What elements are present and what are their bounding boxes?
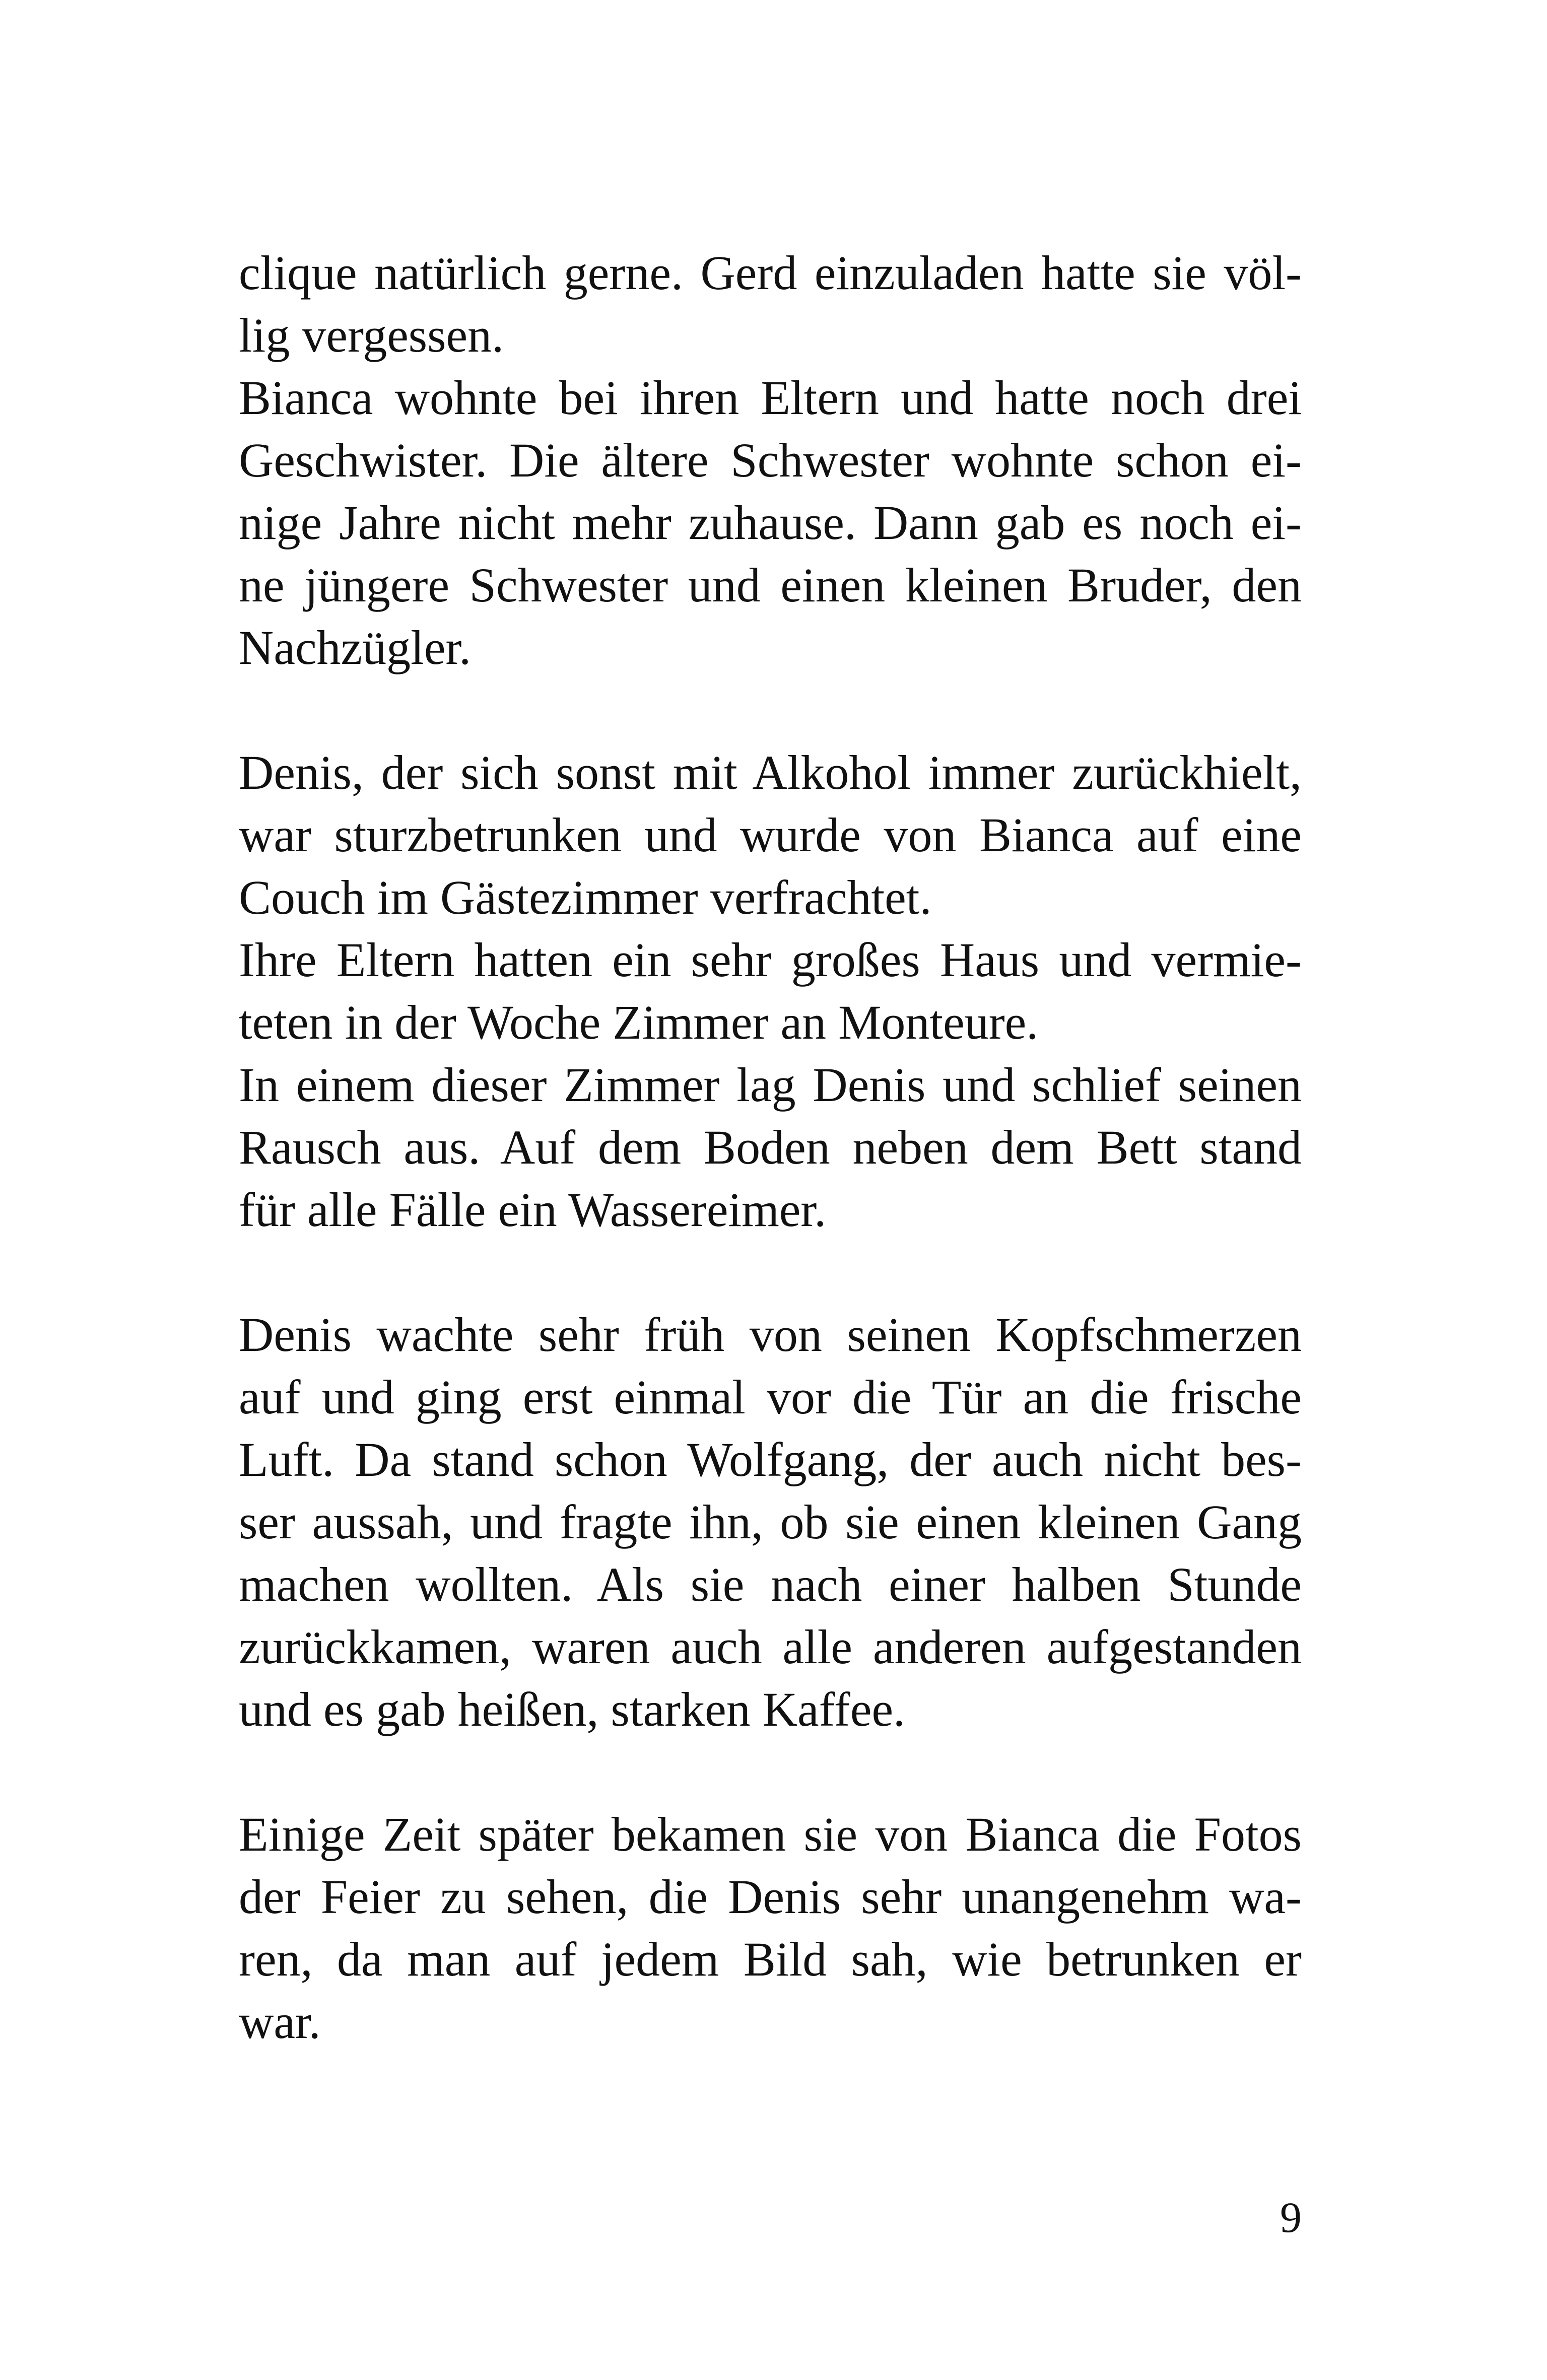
text-line: teten in der Woche Zimmer an Monteure. (239, 995, 1039, 1049)
text-line: ren, da man auf jedem Bild sah, wie betrunken er (239, 1932, 1302, 1986)
text-line: nige Jahre nicht mehr zuhause. Dann gab es noch ei- (239, 496, 1302, 550)
text-line: Nachzügler. (239, 621, 472, 674)
text-line: Rausch aus. Auf dem Boden neben dem Bett stand (239, 1120, 1302, 1174)
text-line: ne jüngere Schwester und einen kleinen Bruder, den (239, 558, 1302, 612)
paragraph-gap (239, 1741, 1302, 1803)
text-line: für alle Fälle ein Wassereimer. (239, 1183, 827, 1237)
text-line: auf und ging erst einmal vor die Tür an die frische (239, 1370, 1302, 1424)
paragraph-gap (239, 1241, 1302, 1304)
text-line: ser aussah, und fragte ihn, ob sie einen kleinen Gang (239, 1495, 1302, 1549)
text-line: clique natürlich gerne. Gerd einzuladen hatte sie völ- (239, 246, 1302, 300)
text-line: Einige Zeit später bekamen sie von Bianca die Fotos (239, 1807, 1302, 1861)
text-line: zurückkamen, waren auch alle anderen aufgestanden (239, 1620, 1302, 1674)
text-line: war. (239, 1995, 321, 2049)
text-line: Luft. Da stand schon Wolfgang, der auch nicht bes- (239, 1433, 1302, 1486)
body-text (239, 242, 1302, 2053)
paragraph-3 (239, 741, 1302, 929)
text-line: der Feier zu sehen, die Denis sehr unangenehm wa- (239, 1870, 1302, 1924)
text-line: Denis wachte sehr früh von seinen Kopfschmerzen (239, 1308, 1302, 1362)
paragraph-gap (239, 679, 1302, 741)
text-line: machen wollten. Als sie nach einer halben Stunde (239, 1557, 1302, 1611)
paragraph-6 (239, 1304, 1302, 1741)
paragraph-2 (239, 367, 1302, 679)
text-line: Ihre Eltern hatten ein sehr großes Haus und vermie- (239, 933, 1302, 987)
text-line: war sturzbetrunken und wurde von Bianca auf eine (239, 808, 1302, 862)
text-line: In einem dieser Zimmer lag Denis und schlief seinen (239, 1058, 1302, 1112)
text-line: und es gab heißen, starken Kaffee. (239, 1682, 906, 1736)
paragraph-1 (239, 242, 1302, 367)
text-line: lig vergessen. (239, 308, 504, 362)
paragraph-4 (239, 929, 1302, 1054)
text-line: Couch im Gästezimmer verfrachtet. (239, 870, 932, 924)
page-number: 9 (1280, 2193, 1302, 2241)
paragraph-7 (239, 1803, 1302, 2053)
paragraph-5 (239, 1054, 1302, 1241)
text-line: Geschwister. Die ältere Schwester wohnte schon ei- (239, 433, 1302, 487)
text-line: Bianca wohnte bei ihren Eltern und hatte noch drei (239, 371, 1302, 425)
text-line: Denis, der sich sonst mit Alkohol immer zurückhielt, (239, 745, 1302, 799)
